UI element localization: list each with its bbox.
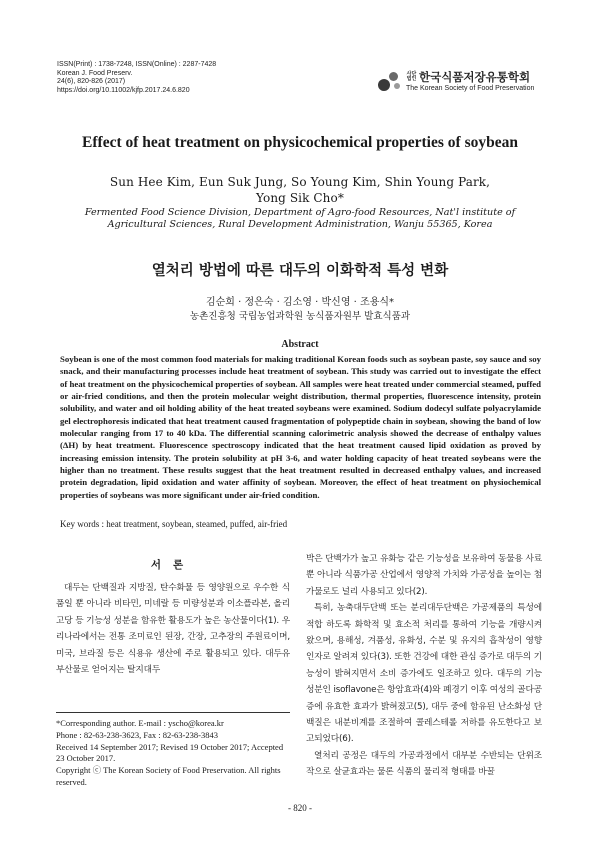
issn-line: ISSN(Print) : 1738-7248, ISSN(Online) : 2287-7428	[57, 61, 217, 68]
body-paragraph: 박은 단백가가 높고 유화능 같은 기능성을 보유하여 동물용 사료 뿐 아니라 식품가공 산업에서 영양적 가치와 가공성을 높이는 첨가물로도 널리 사용되고 있다(2).	[306, 554, 542, 597]
section-title-introduction: 서론	[150, 559, 196, 571]
affiliation-kr: 농촌진흥청 국립농업과학원 농식품자원부 발효식품과	[189, 311, 411, 322]
authors-line-2: Yong Sik Cho*	[256, 191, 344, 205]
keywords	[60, 519, 541, 529]
page-number: - 820 -	[288, 803, 312, 813]
author-list-kr: 김순희 · 정은숙 · 김소영 · 박신영 · 조용식*	[205, 297, 395, 308]
received-dates: Received 14 September 2017; Revised 19 October 2017; Accepted 23 October 2017.	[56, 741, 284, 764]
body-column-left	[56, 580, 290, 678]
body-column-right	[306, 551, 542, 781]
keywords-list: heat treatment, soybean, steamed, puffed, air-fried	[106, 519, 288, 529]
body-paragraph: 대두는 단백질과 지방질, 탄수화물 등 영양원으로 우수한 식품일 뿐 아니라 비타민, 미네랄 등 미량성분과 이소플라본, 올리고당 등 기능성 성분을 함유한 활용도가 높은 농산물이다(1). 우리나라에서는 전통 조미료인 된장, 간장, 고추장의 주원료이며, 미국, 브라질 등은 식용유 생산에 주로 활용되고 있다. 대두유 부산물로 얻어지는 탈지대두	[56, 583, 290, 676]
copyright-notice: Copyright ⓒ The Korean Society of Food Preservation. All rights reserved.	[56, 765, 281, 787]
abstract-heading: Abstract	[281, 339, 319, 350]
corresponding-author: *Corresponding author. E-mail : yscho@korea.kr	[56, 718, 224, 728]
journal-meta	[57, 61, 216, 95]
body-paragraph: 특히, 농축대두단백 또는 분리대두단백은 가공제품의 특성에 적합 하도록 화학적 및 효소적 처리를 통하여 기능을 개량시켜 왔으며, 용해성, 겨품성, 유화성, 수분 및 유지의 흡착성이 영향인자로 알려져 있다(3). 또한 건강에 대한 관심 증가로 대두의 기능성이 밝혀지면서 소비 증가에도 일조하고 있다. 대두의 기능 성분인 isoflavone은 항암효과(4)와 폐경기 이후 여성의 골다공증에 유효한 효과가 밝혀졌고(5), 대두 중에 함유된 난소화성 단백질은 내분비계를 조절하여 콜레스테롤 저하를 유도한다고 보고되었다(6).	[306, 603, 542, 745]
keywords-label: Key words :	[60, 519, 104, 529]
society-emblem-icon	[376, 68, 402, 94]
society-name-kr: 한국식품저장유통학회	[419, 69, 531, 84]
contact-phone: Phone : 82-63-238-3623, Fax : 82-63-238-3843	[56, 729, 218, 740]
authors-line-1: Sun Hee Kim, Eun Suk Jung, So Young Kim, Shin Young Park,	[109, 175, 491, 189]
abstract-text: Soybean is one of the most common food materials for making traditional Korean foods such as soybean paste, soy sauce and soy snack, and their manufacturing processes include heat treatment of soybean. This study was carried out to investigate the effect of heat treatment on the physicochemical properties of soybean. All samples were heat treated under commercial steamed, puffed or air-fried conditions, and then the protein molecular weight distribution, thermal properties, fluorescence intensity, protein solubility, and water and oil holding ability of the heat treated soybeans were examined. Sodium dodecyl sulfate polyacrylamide gel electrophoresis indicated that heat treatment caused fragmentation of polypeptide chain in soybean, showing the band of low molecular ranging from 17 to 40 kDa. The differential scanning calorimetric analysis showed the decrease of enthalpy values (ΔH) by heat treatment. Fluorescence spectroscopy indicated that the heat treatment caused lipid oxidation as proved by increasing emission intensity. The protein solubility at pH 3-6, and water holding capacity of heat treated soybeans were the higher than no treatment. These results suggest that the heat treatment resulted in decreased enthalpy values, and increased protein degradation, lipid oxidation and water affinity of soybean. Moreover, the effect of heat treatment on physiochemical properties of soybeans was more significant under air-fried condition.	[60, 354, 541, 500]
doi-link[interactable]: https://doi.org/10.11002/kjfp.2017.24.6.820	[57, 86, 190, 94]
society-tag: 사단법인	[406, 71, 417, 82]
journal-name: Korean J. Food Preserv.	[57, 69, 133, 77]
footnote-divider	[56, 712, 290, 713]
society-logo	[376, 68, 534, 94]
society-name-en: The Korean Society of Food Preservation	[406, 84, 535, 92]
body-paragraph: 열처리 공정은 대두의 가공과정에서 대부분 수반되는 단위조작으로 살균효과는 물론 식품의 물리적 형태를 바꿀	[306, 750, 542, 778]
footnote	[56, 718, 290, 789]
article-title-kr: 열처리 방법에 따른 대두의 이화학적 특성 변화	[151, 263, 449, 279]
volume-line: 24(6), 820-826 (2017)	[57, 78, 126, 86]
affiliation: Fermented Food Science Division, Department of Agro-food Resources, Nat'l institute of Agricultural Sciences, Rural Development Administration, Wanju 55365, Korea	[84, 207, 516, 230]
article-title: Effect of heat treatment on physicochemical properties of soybean	[82, 134, 518, 151]
author-list	[60, 174, 540, 206]
